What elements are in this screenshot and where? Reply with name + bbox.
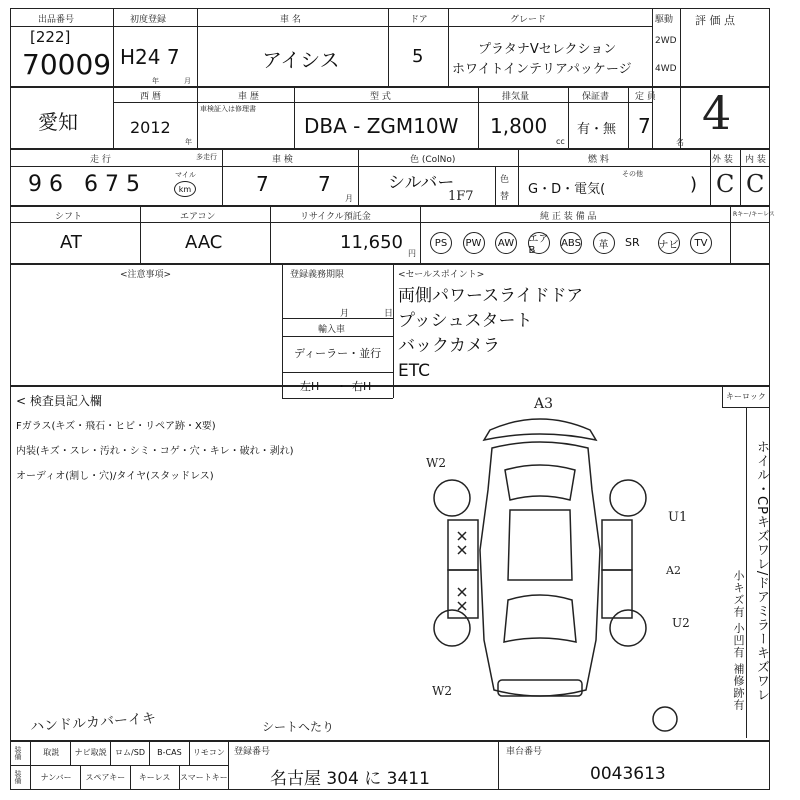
handle-right: 右H — [352, 380, 372, 393]
inspection-label: 車 検 — [272, 155, 293, 165]
handle-sep: ・ — [336, 380, 347, 393]
door-left-rear — [448, 520, 478, 570]
score-label: 評 価 点 — [695, 14, 735, 27]
handwritten-note-2: シートヘたり — [262, 720, 335, 734]
first-reg-label: 初度登録 — [130, 15, 167, 25]
grade-label: グレード — [510, 15, 547, 25]
spare-tire-icon — [650, 704, 680, 734]
history-sub: 車検証入は修理書 — [200, 105, 256, 113]
warranty-label: 保証書 — [582, 92, 610, 102]
history-label: 車 歴 — [238, 92, 259, 102]
interior-value: C — [746, 170, 765, 198]
lot-bracket: [222] — [30, 28, 71, 46]
footer-item: ナビ取説 — [71, 741, 110, 765]
year-value-unit: 年 — [185, 138, 192, 146]
color-value: シルバー — [388, 173, 455, 193]
year-unit: 年 — [152, 77, 159, 85]
equipment-item: TV — [690, 232, 712, 254]
door-label: ドア — [410, 15, 428, 25]
inspection-glass: Fガラス(キズ・飛石・ヒビ・リペア跡・X要) — [16, 421, 216, 432]
exterior-value: C — [716, 170, 735, 198]
shift-label: シフト — [55, 212, 83, 222]
side-note: ホイル・CPキズワレ/ドアミラーキズワレ — [754, 440, 769, 703]
door-right-front — [602, 570, 632, 618]
mileage-reset: 多走行 — [196, 153, 217, 161]
footer-item: ロム/SD — [111, 741, 150, 765]
year-value: 2012 — [130, 118, 171, 137]
wheel-rear-right — [610, 480, 646, 516]
sales-label: <セールスポイント> — [398, 270, 485, 280]
region-value: 愛知 — [38, 110, 78, 134]
recycle-label: リサイクル預託金 — [300, 212, 371, 222]
equipment-item: PS — [430, 232, 452, 254]
inspection-month: 7 — [318, 172, 331, 196]
plate-value: 名古屋 304 に 3411 — [270, 769, 430, 789]
wheel-front-left — [434, 610, 470, 646]
inspection-month-unit: 月 — [345, 194, 353, 203]
equipment-item: SR — [625, 236, 640, 249]
mileage-unit-miles: マイル — [175, 171, 196, 179]
recycle-unit: 円 — [408, 249, 416, 258]
registration-day: 日 — [384, 309, 394, 319]
exterior-label: 外 装 — [712, 155, 733, 165]
model-label: 型 式 — [370, 92, 391, 102]
caution-label: <注意事項> — [120, 270, 172, 280]
model-value: DBA - ZGM10W — [304, 114, 459, 138]
inspector-title: < 検査員記入欄 — [16, 394, 102, 408]
car-name-value: アイシス — [262, 48, 340, 72]
color-mark: 色 — [500, 175, 510, 185]
car-name-label: 車 名 — [280, 15, 301, 25]
drive-label: 駆動 — [655, 15, 674, 25]
capacity-value: 7 — [638, 114, 651, 138]
footer-item: スマートキー — [179, 773, 228, 782]
ac-value: AAC — [185, 232, 223, 253]
capacity-unit: 名 — [676, 138, 684, 147]
mileage-unit-km: km — [174, 181, 196, 197]
color-change: 替 — [500, 192, 510, 202]
plate-label: 登録番号 — [234, 747, 271, 757]
damage-u2: U2 — [672, 616, 690, 630]
lot-number: 70009 — [22, 48, 112, 81]
grade-line-1: プラタナVセレクション — [478, 42, 617, 57]
sales-point: 両側パワースライドドア — [398, 286, 584, 306]
ac-label: エアコン — [180, 212, 216, 222]
drive-4wd: 4WD — [655, 64, 677, 74]
displacement-unit: cc — [556, 137, 565, 146]
displacement-value: 1,800 — [490, 114, 548, 138]
fuel-options: G・D・電気( — [528, 182, 606, 197]
damage-a3: A3 — [534, 396, 554, 412]
car-diagram — [430, 410, 650, 710]
lot-label: 出品番号 — [38, 15, 75, 25]
side-note-2: 小キズ有 小凹有 補修跡有 — [732, 570, 745, 711]
footer-item: ナンバー — [32, 766, 81, 790]
capacity-label: 定 員 — [635, 92, 656, 102]
windshield — [504, 595, 576, 642]
inspection-interior: 内装(キズ・スレ・汚れ・シミ・コゲ・穴・キレ・破れ・剥れ) — [16, 446, 294, 457]
footer-item: 取説 — [32, 741, 71, 765]
footer-items-row-2 — [32, 766, 228, 790]
color-code: 1F7 — [448, 189, 474, 204]
import-value: ディーラー・並行 — [294, 347, 382, 360]
year-label: 西 暦 — [140, 92, 161, 102]
registration-month: 月 — [340, 309, 350, 319]
fuel-other: その他 — [622, 170, 643, 178]
handwritten-note: ハンドルカバーイキ — [29, 710, 157, 736]
equipment-item: 革 — [593, 232, 615, 254]
shift-value: AT — [60, 232, 82, 253]
fuel-close: ) — [690, 174, 698, 195]
grade-line-2: ホワイトインテリアパッケージ — [452, 62, 632, 77]
warranty-value: 有・無 — [577, 122, 617, 137]
footer-item: リモコン — [192, 748, 225, 757]
wheel-rear-left — [434, 480, 470, 516]
footer-item: B-CAS — [150, 741, 189, 765]
month-unit: 月 — [184, 77, 191, 85]
equipment-item: AW — [495, 232, 517, 254]
body-number-label: 車台番号 — [506, 747, 543, 757]
body-number-value: 0043613 — [590, 764, 666, 784]
registration-label: 登録義務期限 — [290, 270, 345, 280]
sales-point: ETC — [398, 361, 430, 381]
sales-point: プッシュスタート — [398, 311, 533, 331]
footer-label-b: 装備 — [14, 770, 22, 784]
sales-points — [398, 284, 583, 384]
key-lock-label: キーロック — [726, 392, 766, 401]
rear-bumper — [484, 419, 596, 440]
first-reg-value: H24 7 — [120, 45, 180, 69]
key-label: Rキー/キーレス — [733, 211, 775, 218]
sales-point: バックカメラ — [398, 336, 500, 356]
recycle-value: 11,650 — [340, 232, 403, 253]
footer-items-row-1 — [32, 741, 228, 765]
fuel-label: 燃 料 — [588, 155, 609, 165]
displacement-label: 排気量 — [502, 92, 530, 102]
equipment-item: エアB — [528, 234, 549, 256]
x-mark — [458, 532, 466, 610]
equipment-label: 純 正 装 備 品 — [540, 212, 597, 222]
car-body — [480, 442, 600, 696]
damage-u1: U1 — [668, 510, 688, 525]
handle-left: 左H — [300, 380, 320, 393]
roof — [508, 510, 572, 580]
footer-item: キーレス — [131, 766, 180, 790]
door-value: 5 — [412, 46, 424, 67]
door-right-rear — [602, 520, 632, 570]
rear-window — [505, 465, 575, 500]
damage-a2: A2 — [666, 564, 681, 577]
footer-label-a: 装備 — [14, 746, 22, 760]
inspection-audio: オーディオ(割し・穴)/タイヤ(スタッドレス) — [16, 471, 214, 482]
equipment-item: PW — [463, 232, 485, 254]
equipment-item: ナビ — [658, 232, 680, 254]
damage-w2-top: W2 — [426, 456, 446, 470]
mileage-value: 96 675 — [28, 172, 147, 197]
color-label: 色 (ColNo) — [410, 155, 456, 165]
score-value: 4 — [702, 86, 732, 140]
drive-2wd: 2WD — [655, 36, 677, 46]
interior-label: 内 装 — [745, 155, 766, 165]
footer-item: スペアキー — [81, 766, 130, 790]
equipment-item: ABS — [560, 232, 582, 254]
inspection-year: 7 — [256, 172, 269, 196]
mileage-label: 走 行 — [90, 155, 111, 165]
damage-w2-bottom: W2 — [432, 684, 452, 698]
import-label: 輸入車 — [318, 325, 346, 335]
wheel-front-right — [610, 610, 646, 646]
